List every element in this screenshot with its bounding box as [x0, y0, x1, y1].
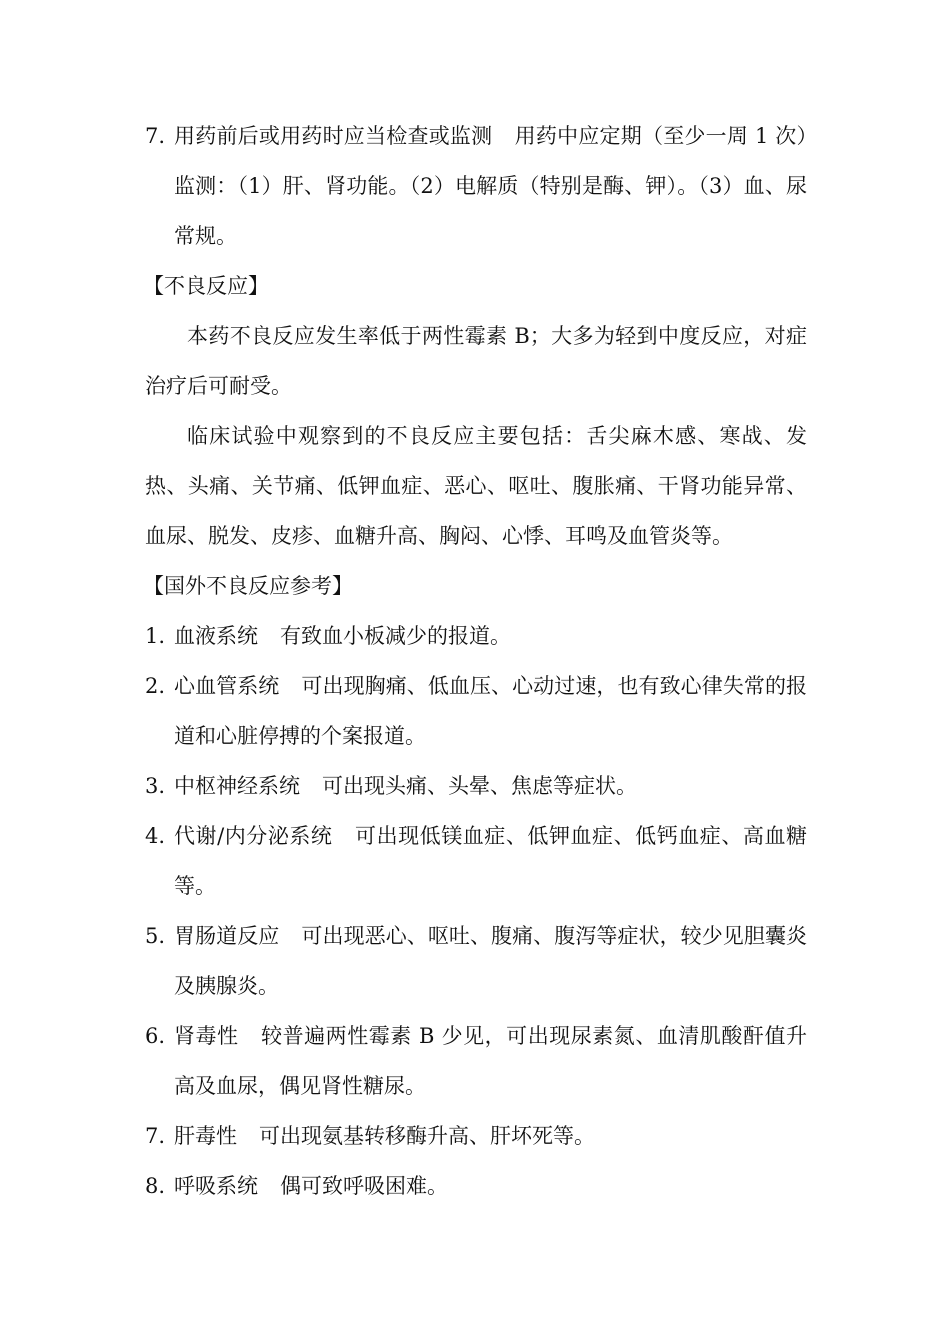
document-body — [145, 111, 807, 1211]
list-item — [145, 761, 807, 811]
item-number: 2. — [145, 674, 166, 698]
item-title: 肝毒性 — [174, 1124, 237, 1148]
item-title: 呼吸系统 — [174, 1174, 258, 1198]
item-text: 可出现恶心、呕吐、腹痛、腹泻等症状，较少见胆囊炎及胰腺炎。 — [174, 924, 808, 998]
item-text: 有致血小板减少的报道。 — [280, 624, 511, 648]
list-item — [145, 1161, 807, 1211]
item-title: 代谢/内分泌系统 — [174, 824, 333, 848]
list-item — [145, 911, 807, 1011]
adverse-reactions-paragraph-2: 临床试验中观察到的不良反应主要包括：舌尖麻木感、寒战、发热、头痛、关节痛、低钾血症、恶心、呕吐、腹胀痛、干肾功能异常、血尿、脱发、皮疹、血糖升高、胸闷、心悸、耳鸣及血管炎等。 — [145, 424, 807, 548]
item-number: 7. — [145, 1124, 166, 1148]
list-item — [145, 661, 807, 761]
item-number: 8. — [145, 1174, 166, 1198]
precaution-item-7 — [145, 111, 807, 261]
item-title: 血液系统 — [174, 624, 258, 648]
item-number: 6. — [145, 1024, 166, 1048]
item-text: 可出现氨基转移酶升高、肝坏死等。 — [259, 1124, 595, 1148]
adverse-reactions-heading: 【不良反应】 — [143, 274, 269, 298]
list-item — [145, 811, 807, 911]
item-text: 偶可致呼吸困难。 — [280, 1174, 448, 1198]
item-text: 可出现胸痛、低血压、心动过速，也有致心律失常的报道和心脏停搏的个案报道。 — [174, 674, 808, 748]
item-number: 1. — [145, 624, 166, 648]
item-text: 可出现头痛、头晕、焦虑等症状。 — [322, 774, 637, 798]
foreign-reference-heading: 【国外不良反应参考】 — [143, 574, 353, 598]
list-item — [145, 1011, 807, 1111]
item-title: 用药前后或用药时应当检查或监测 — [174, 124, 493, 148]
item-text: 可出现低镁血症、低钾血症、低钙血症、高血糖等。 — [174, 824, 807, 898]
item-number: 4. — [145, 824, 166, 848]
item-title: 心血管系统 — [174, 674, 280, 698]
item-number: 7. — [145, 124, 166, 148]
adverse-reactions-paragraph-1: 本药不良反应发生率低于两性霉素 B；大多为轻到中度反应，对症治疗后可耐受。 — [145, 324, 807, 398]
item-title: 肾毒性 — [174, 1024, 239, 1048]
list-item — [145, 611, 807, 661]
item-number: 3. — [145, 774, 166, 798]
item-text: 较普遍两性霉素 B 少见，可出现尿素氮、血清肌酸酐值升高及血尿，偶见肾性糖尿。 — [174, 1024, 808, 1098]
list-item — [145, 1111, 807, 1161]
item-number: 5. — [145, 924, 166, 948]
item-title: 中枢神经系统 — [174, 774, 300, 798]
item-title: 胃肠道反应 — [174, 924, 280, 948]
item-text: 用药中应定期（至少一周 1 次）监测：（1）肝、肾功能。（2）电解质（特别是酶、钾）。（3）血、尿常规。 — [174, 124, 807, 248]
